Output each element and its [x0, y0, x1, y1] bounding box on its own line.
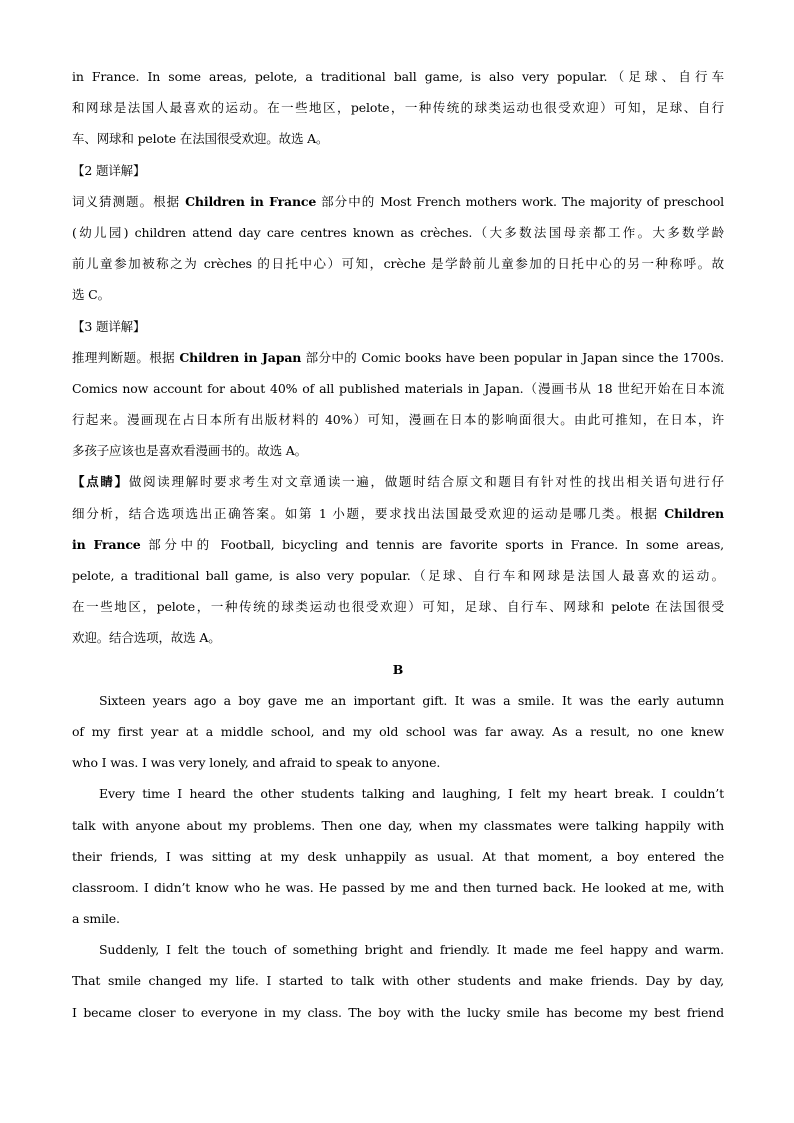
text-line: 推理判断题。根据 Children in Japan 部分中的 Comic books have been popular in Japan since the 1700s.: [72, 349, 724, 365]
text-line: 前儿童参加被称之为 crèches 的日托中心）可知，crèche 是学龄前儿童参加的日托中心的另一种称呼。故: [72, 256, 724, 272]
passage-line: That smile changed my life. I started to talk with other students and make friends. Day by day,: [72, 973, 724, 989]
passage-line: who I was. I was very lonely, and afraid to speak to anyone.: [72, 755, 441, 771]
text-line: 多孩子应该也是喜欢看漫画书的。故选 A。: [72, 443, 308, 459]
passage-line: I became closer to everyone in my class. The boy with the lucky smile has become my best friend: [72, 1004, 724, 1020]
document-page: [72, 61, 724, 1028]
text-line: 和网球是法国人最喜欢的运动。在一些地区，pelote，一种传统的球类运动也很受欢迎）可知，足球、自行: [72, 100, 724, 116]
passage-line: Sixteen years ago a boy gave me an important gift. It was a smile. It was the early autumn: [99, 692, 724, 708]
passage-line: talk with anyone about my problems. Then one day, when my classmates were talking happily with: [72, 817, 724, 833]
tip-line: 【点睛】做阅读理解时要求考生对文章通读一遍，做题时结合原文和题目有针对性的找出相关语句进行仔: [72, 474, 724, 490]
q2-heading: 【2 题详解】: [72, 162, 146, 178]
text-line: 车、网球和 pelote 在法国很受欢迎。故选 A。: [72, 131, 329, 147]
passage-line: Suddenly, I felt the touch of something bright and friendly. It made me feel happy and warm.: [99, 942, 724, 958]
text-line: in France. In some areas, pelote, a traditional ball game, is also very popular.（足球、自行车: [72, 69, 724, 84]
passage-line: of my first year at a middle school, and my old school was far away. As a result, no one knew: [72, 723, 724, 739]
tip-line: in France 部分中的 Football, bicycling and tennis are favorite sports in France. In some areas,: [72, 536, 724, 552]
passage-line: classroom. I didn’t know who he was. He passed by me and then turned back. He looked at me, with: [72, 879, 724, 895]
tip-label: 【点睛】: [72, 474, 129, 490]
tip-line: pelote, a traditional ball game, is also very popular.（足球、自行车和网球是法国人最喜欢的运动。: [72, 568, 724, 583]
bold-section-name: Children in France: [185, 193, 317, 209]
text-line: 词义猜测题。根据 Children in France 部分中的 Most French mothers work. The majority of preschool: [72, 193, 724, 209]
bold-section-name: in France: [72, 536, 141, 552]
passage-line: a smile.: [72, 911, 120, 927]
text-line: 选 C。: [72, 287, 110, 303]
tip-line: 细分析，结合选项选出正确答案。如第 1 小题，要求找出法国最受欢迎的运动是哪几类。根据 Children: [72, 505, 724, 521]
tip-line: 欢迎。结合选项，故选 A。: [72, 630, 221, 646]
text-line: Comics now account for about 40% of all published materials in Japan.（漫画书从 18 世纪开始在日本流: [72, 380, 724, 396]
q3-heading: 【3 题详解】: [72, 318, 146, 334]
passage-line: their friends, I was sitting at my desk unhappily as usual. At that moment, a boy entered the: [72, 848, 724, 864]
text-line: (幼儿园) children attend day care centres known as crèches.（大多数法国母亲都工作。大多数学龄: [72, 224, 724, 240]
section-title: B: [392, 661, 404, 677]
bold-section-name: Children: [664, 505, 724, 521]
passage-line: Every time I heard the other students talking and laughing, I felt my heart break. I couldn’t: [99, 786, 724, 802]
text-line: 行起来。漫画现在占日本所有出版材料的 40%）可知，漫画在日本的影响面很大。由此可推知，在日本，许: [72, 412, 724, 428]
bold-section-name: Children in Japan: [179, 349, 302, 365]
tip-line: 在一些地区，pelote，一种传统的球类运动也很受欢迎）可知，足球、自行车、网球和 pelote 在法国很受: [72, 599, 724, 615]
